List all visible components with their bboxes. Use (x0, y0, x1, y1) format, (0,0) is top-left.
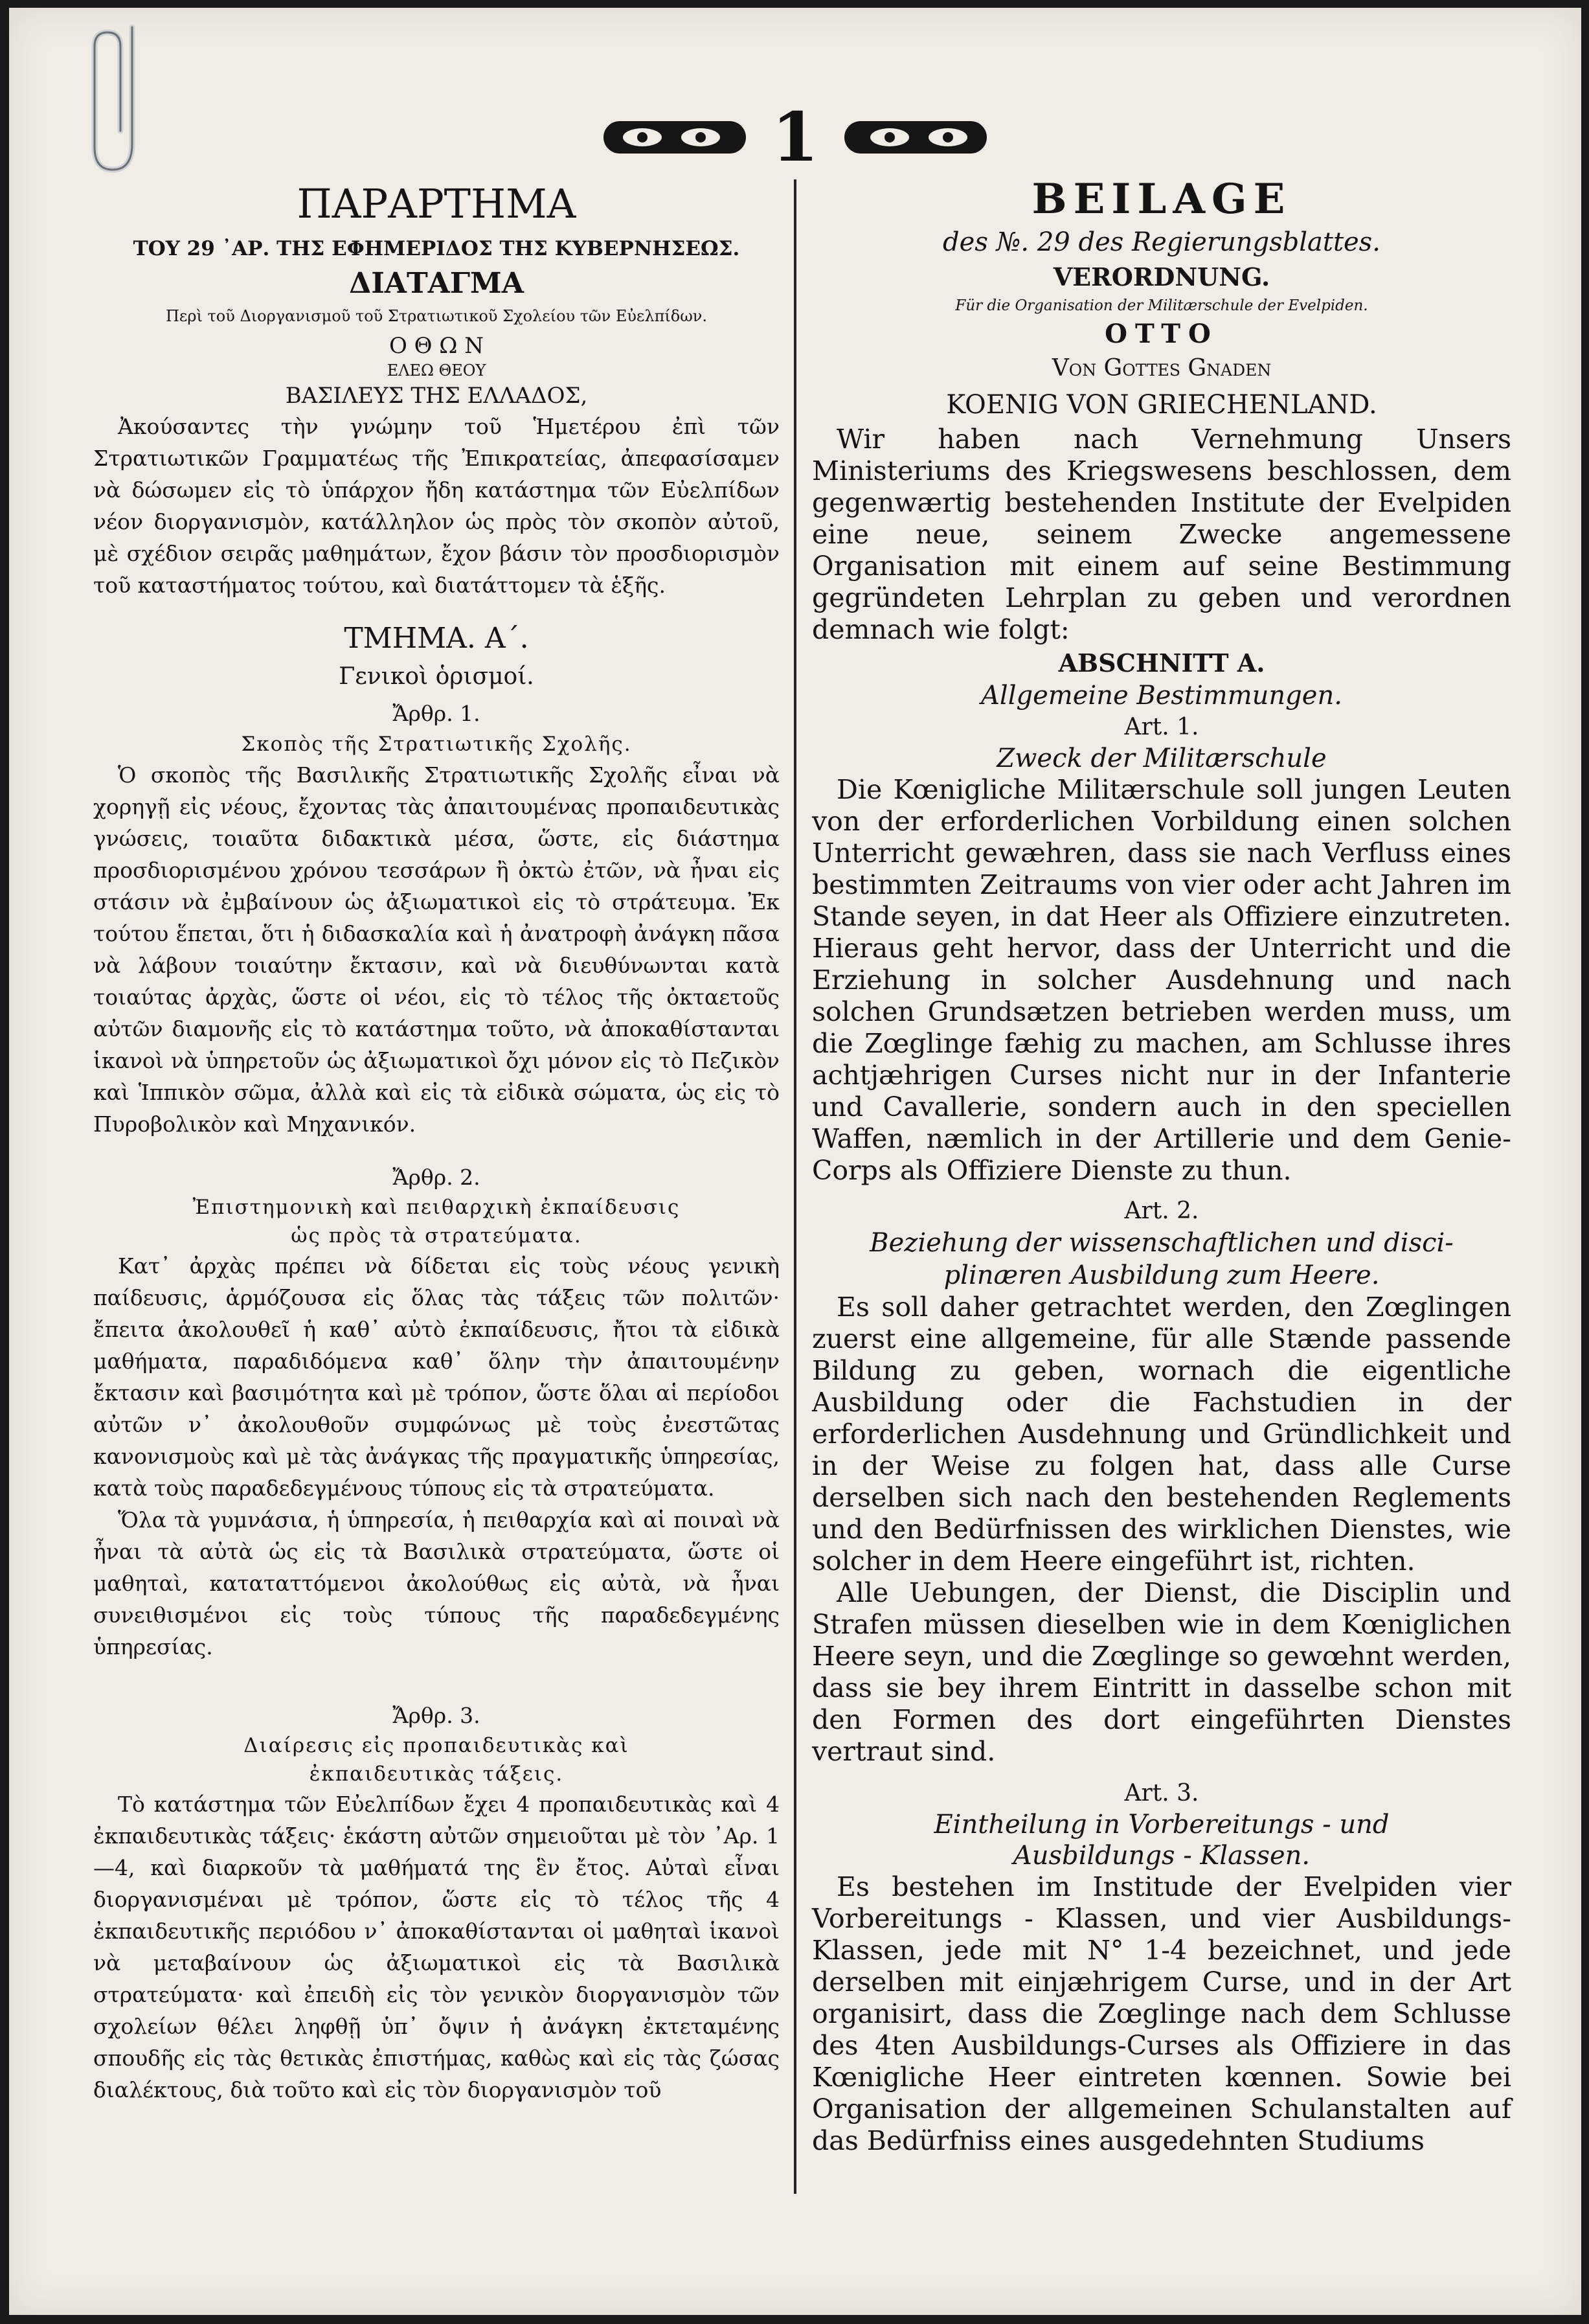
greek-decree: ΔΙΑΤΑΓΜΑ (349, 267, 524, 300)
german-art2-heading: Art. 2. (1124, 1198, 1199, 1224)
german-art1-text: Die Kœnigliche Militærschule soll jungen Leuten von der erforderlichen Vorbildung einen solchen Unterricht gewæhren, dass sie nach Verfluss eines bestimmten Zeitraums von vier oder acht Jahren im Stande seyen, in dat Heer als Offiziere einzutreten. Hieraus geht hervor, dass der Unterricht und die Erziehung in solcher Ausdehnung und nach solchen Grundsætzen betrieben werden muss, um die Zœglinge fæhig zu machen, am Schlusse ihres achtjæhrigen Curses nicht nur in der Infanterie und Cavallerie, sondern auch in den speciellen Waffen, næmlich in der Artillerie und dem Genie-Corps als Offiziere Dienste zu thun. (812, 774, 1511, 1186)
german-art2-title-1: Beziehung der wissenschaftlichen und disci- (870, 1228, 1454, 1258)
greek-section-title: Γενικοὶ ὁρισμοί. (339, 663, 534, 690)
german-section-title: Allgemeine Bestimmungen. (981, 681, 1342, 711)
greek-section: ΤΜΗΜΑ. Α΄. (344, 622, 529, 655)
german-column (812, 175, 1511, 2157)
newspaper-page (9, 8, 1581, 2315)
greek-art2-text2: Ὅλα τὰ γυμνάσια, ἡ ὑπηρεσία, ἡ πειθαρχία καὶ αἱ ποιναὶ νὰ ἦναι τὰ αὐτὰ ὡς εἰς τὰ Βασιλικὰ στρατεύματα, ὥστε οἱ μαθηταὶ, καταταττόμενοι ἀκολούθως εἰς αὐτὰ, νὰ ἦναι συνειθισμένοι εἰς τοὺς τύπους τῆς παραδεδεγμένης ὑπηρεσίας. (93, 1507, 780, 1659)
page-number: 1 (771, 97, 819, 177)
greek-art3-title-1: Διαίρεσις εἰς προπαιδευτικὰς καὶ (243, 1734, 629, 1757)
greek-decree-subject: Περὶ τοῦ Διοργανισμοῦ τοῦ Στρατιωτικοῦ Σχολείου τῶν Εὐελπίδων. (165, 307, 707, 325)
german-grace: Von Gottes Gnaden (1052, 355, 1272, 382)
german-preamble: Wir haben nach Vernehmung Unsers Ministeriums des Kriegswesens beschlossen, dem gegenwærtig bestehenden Institute der Evelpiden eine neue, seinem Zwecke angemessene Organisation mit einem auf seine Bestimmung gegründeten Lehrplan zu geben und verordnen demnach wie folgt: (812, 424, 1511, 645)
greek-subtitle: ΤΟΥ 29 ᾿ΑΡ. ΤΗΣ ΕΦΗΜΕΡΙΔΟΣ ΤΗΣ ΚΥΒΕΡΝΗΣΕΩΣ. (133, 237, 740, 260)
german-art3-text: Es bestehen im Institude der Evelpiden vier Vorbereitungs - Klassen, und vier Ausbildungs-Klassen, jede mit N° 1-4 bezeichnet, und jede derselben mit einjæhrigem Curse, und in der Art organisirt, dass die Zœglinge nach dem Schlusse des 4ten Ausbildungs-Curses als Offiziere in das Kœnigliche Heer eintreten kœnnen. Sowie bei Organisation der allgemeinen Schulanstalten auf das Bedürfniss eines ausgedehnten Studiums (812, 1871, 1511, 2156)
greek-column (93, 175, 780, 2106)
ornament-left-icon (603, 115, 746, 160)
column-divider (794, 179, 796, 2194)
german-art2-text1: Es soll daher getrachtet werden, den Zœglingen zuerst eine allgemeine, für alle Stænde passende Bildung zu geben, wornach die eigentliche Ausbildung oder die Fachstudien in der erforderlichen Ausdehnung und Gründlichkeit und in der Weise zu folgen hat, dass alle Curse derselben sich nach den bestehenden Reglements und den Bedürfnissen des wirklichen Dienstes, wie solcher in dem Heere eingeführt ist, richten. (812, 1292, 1511, 1577)
greek-title: ΠΑΡΑΡΤΗΜΑ (297, 180, 576, 227)
german-king-title: KOENIG VON GRIECHENLAND. (946, 390, 1377, 420)
greek-art2-heading: Ἄρθρ. 2. (392, 1165, 480, 1190)
greek-art1-text: Ὁ σκοπὸς τῆς Βασιλικῆς Στρατιωτικῆς Σχολῆς εἶναι νὰ χορηγῇ εἰς νέους, ἔχοντας τὰς ἀπαιτουμένας προπαιδευτικὰς γνώσεις, τοιαῦτα διδακτικὰ μέσα, ὥστε, εἰς διάστημα προσδιορισμένου χρόνου τεσσάρων ἢ ὀκτὼ ἐτῶν, νὰ ἦναι εἰς στάσιν νὰ ἐμβαίνουν ὡς ἀξιωματικοὶ εἰς τὸ στράτευμα. Ἐκ τούτου ἕπεται, ὅτι ἡ διδασκαλία καὶ ἡ ἀνατροφὴ ἀνάγκη πᾶσα νὰ λάβουν τοιαύτην ἔκτασιν, καὶ νὰ διευθύνωνται κατὰ τοιαύτας ἀρχὰς, ὥστε οἱ νέοι, εἰς τὸ τέλος τῆς ὀκταετοῦς αὐτῶν διαμονῆς εἰς τὸ κατάστημα τοῦτο, νὰ ἀποκαθίστανται ἱκανοὶ νὰ ὑπηρετοῦν ὡς ἀξιωματικοὶ ὄχι μόνον εἰς τὸ Πεζικὸν καὶ Ἱππικὸν σῶμα, ἀλλὰ καὶ εἰς τὰ εἰδικὰ σώματα, ὡς εἰς τὸ Πυροβολικὸν καὶ Μηχανικόν. (93, 762, 780, 1137)
german-decree-subject: Für die Organisation der Militærschule der Evelpiden. (955, 297, 1368, 314)
german-decree: VERORDNUNG. (1053, 262, 1270, 291)
greek-art3-heading: Ἄρθρ. 3. (392, 1703, 480, 1728)
german-title: BEILAGE (1031, 175, 1292, 223)
german-king: OTTO (1105, 319, 1219, 349)
page-header (9, 97, 1581, 177)
greek-art3-title-2: ἐκπαιδευτικὰς τάξεις. (309, 1762, 564, 1786)
german-art1-heading: Art. 1. (1124, 714, 1199, 740)
greek-king: Ο Θ Ω Ν (389, 333, 484, 359)
greek-art1-heading: Ἄρθρ. 1. (392, 701, 480, 726)
german-section: ABSCHNITT A. (1058, 648, 1265, 678)
greek-grace: ΕΛΕΩ ΘΕΟΥ (387, 361, 486, 380)
greek-preamble: Ἀκούσαντες τὴν γνώμην τοῦ Ἡμετέρου ἐπὶ τῶν Στρατιωτικῶν Γραμματέως τῆς Ἐπικρατείας, ἀπεφασίσαμεν νὰ δώσωμεν εἰς τὸ ὑπάρχον ἤδη κατάστημα τῶν Εὐελπίδων νέον διοργανισμὸν, κατάλληλον ὡς πρὸς τὸν σκοπὸν αὐτοῦ, μὲ σχέδιον σειρᾶς μαθημάτων, ἔχον βάσιν τὸν προσδιορισμὸν τοῦ καταστήματος τούτου, καὶ διατάττομεν τὰ ἑξῆς. (93, 414, 780, 598)
greek-art3-text: Τὸ κατάστημα τῶν Εὐελπίδων ἔχει 4 προπαιδευτικὰς καὶ 4 ἐκπαιδευτικὰς τάξεις· ἑκάστη αὐτῶν σημειοῦται μὲ τὸν ᾿Αρ. 1—4, καὶ διαρκοῦν τὰ μαθήματά της ἓν ἔτος. Αὐταὶ εἶναι διοργανισμέναι μὲ τρόπον, ὥστε εἰς τὸ τέλος τῆς 4 ἐκπαιδευτικῆς περιόδου ν᾿ ἀποκαθίστανται οἱ μαθηταὶ ἱκανοὶ νὰ μεταβαίνουν ὡς ἀξιωματικοὶ εἰς τὰ Βασιλικὰ στρατεύματα· καὶ ἐπειδὴ εἰς τὸν γενικὸν διοργανισμὸν τῶν σχολείων θέλει ληφθῇ ὑπ᾿ ὄψιν ἡ ἀνάγκη ἐκτεταμένης σπουδῆς εἰς τὰς θετικὰς ἐπιστήμας, καθὼς καὶ εἰς τὰς ζώσας διαλέκτους, διὰ τοῦτο καὶ εἰς τὸν διοργανισμὸν τοῦ (93, 1792, 780, 2102)
german-art3-title-2: Ausbildungs - Klassen. (1013, 1841, 1311, 1871)
greek-art2-title-2: ὡς πρὸς τὰ στρατεύματα. (291, 1224, 582, 1247)
german-art2-text2: Alle Uebungen, der Dienst, die Disciplin und Strafen müssen dieselben wie in dem Kœniglichen Heere seyn, und die Zœglinge so gewœhnt werden, dass sie bey ihrem Eintritt in dasselbe schon mit den Formen des dort eingeführten Dienstes vertraut sind. (812, 1577, 1511, 1767)
german-art3-heading: Art. 3. (1124, 1780, 1199, 1806)
greek-king-title: ΒΑΣΙΛΕΥΣ ΤΗΣ ΕΛΛΑΔΟΣ, (285, 383, 588, 409)
greek-art1-title: Σκοπὸς τῆς Στρατιωτικῆς Σχολῆς. (241, 733, 632, 756)
german-art3-title-1: Eintheilung in Vorbereitungs - und (934, 1810, 1390, 1840)
german-subtitle: des №. 29 des Regierungsblattes. (943, 227, 1381, 257)
greek-art2-title-1: Ἐπιστημονικὴ καὶ πειθαρχικὴ ἐκπαίδευσις (192, 1196, 681, 1219)
ornament-right-icon (844, 115, 987, 160)
german-art1-title: Zweck der Militærschule (997, 744, 1327, 773)
german-art2-title-2: plinæren Ausbildung zum Heere. (943, 1260, 1380, 1290)
greek-art2-text1: Κατ᾿ ἀρχὰς πρέπει νὰ δίδεται εἰς τοὺς νέους γενικὴ παίδευσις, ἁρμόζουσα εἰς ὅλας τὰς τάξεις τῶν πολιτῶν· ἔπειτα ἀκολουθεῖ ἡ καθ᾿ αὐτὸ ἐκπαίδευσις, ἤτοι τὰ εἰδικὰ μαθήματα, παραδιδόμενα καθ᾿ ὅλην τὴν ἀπαιτουμένην ἔκτασιν καὶ βασιμότητα καὶ μὲ τρόπον, ὥστε ὅλαι αἱ περίοδοι αὐτῶν ν᾿ ἀκολουθοῦν συμφώνως μὲ τοὺς ἐνεστῶτας κανονισμοὺς καὶ μὲ τὰς ἀνάγκας τῆς πραγματικῆς ὑπηρεσίας, κατὰ τοὺς παραδεδεγμένους τύπους εἰς τὰ στρατεύματα. (93, 1253, 780, 1501)
